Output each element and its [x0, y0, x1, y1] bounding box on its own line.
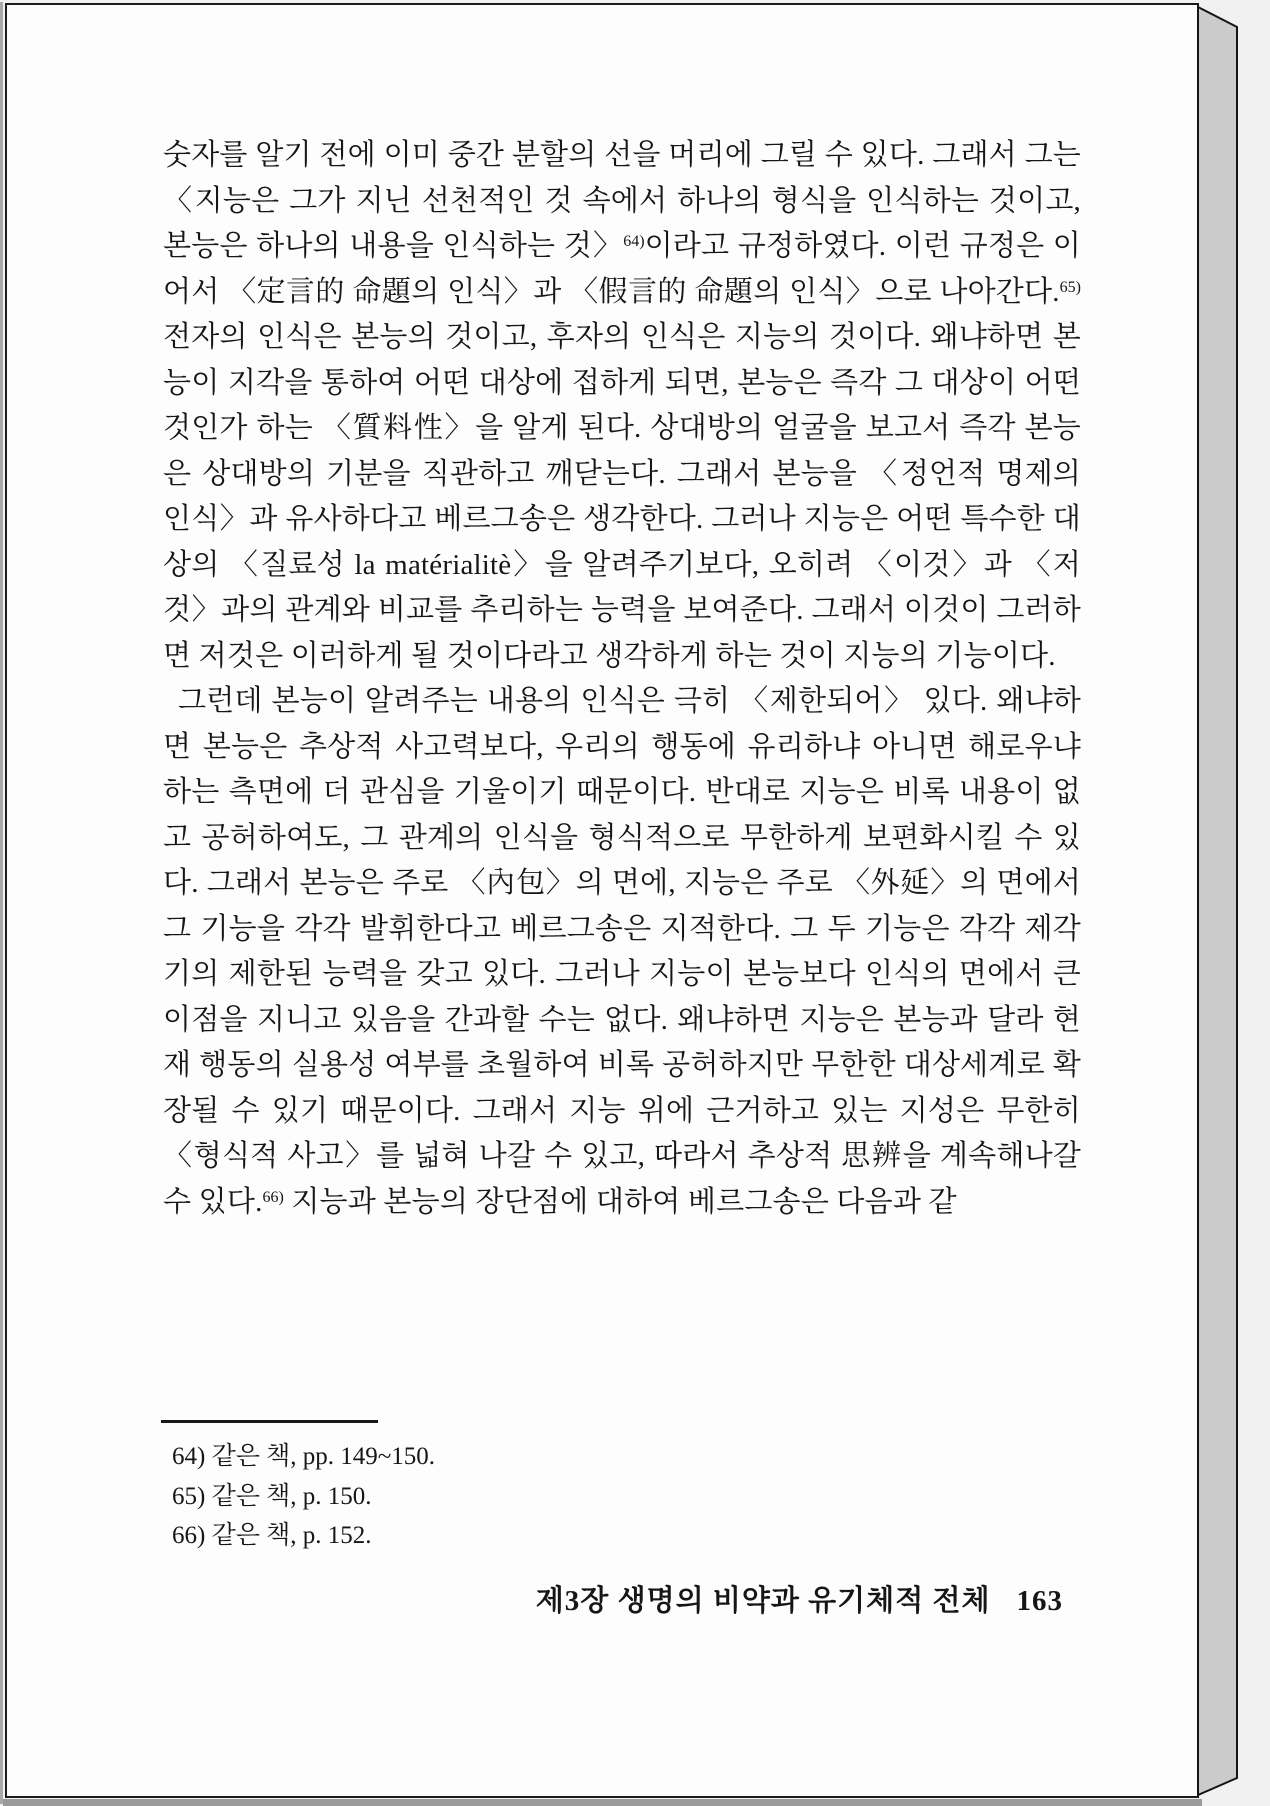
footnote-ref: 65)	[1059, 278, 1081, 296]
footnote-ref: 64)	[623, 233, 645, 250]
body-text	[163, 133, 1081, 1225]
body-paragraph: 숫자를 알기 전에 이미 중간 분할의 선을 머리에 그릴 수 있다. 그래서 그는 〈지능은 그가 지닌 선천적인 것 속에서 하나의 형식을 인식하는 것이고, 본능은 하나의 내용을 인식하는 것〉$^{64)}$이라고 규정하였다. 이런 규정은 이어서 〈定言的 命題의 인식〉과 〈假言的 命題의 인식〉으로 나아간다.$^{65)}$ 전자의 인식은 본능의 것이고, 후자의 인식은 지능의 것이다. 왜냐하면 본능이 지각을 통하여 어떤 대상에 접하게 되면, 본능은 즉각 그 대상이 어떤 것인가 하는 〈質料性〉을 알게 된다. 상대방의 얼굴을 보고서 즉각 본능은 상대방의 기분을 직관하고 깨닫는다. 그래서 본능을 〈정언적 명제의 인식〉과 유사하다고 베르그송은 생각한다. 그러나 지능은 어떤 특수한 대상의 〈질료성 la matérialitè〉을 알려주기보다, 오히려 〈이것〉과 〈저것〉과의 관계와 비교를 추리하는 능력을 보여준다. 그래서 이것이 그러하면 저것은 이러하게 될 것이다라고 생각하게 하는 것이 지능의 기능이다.	[163, 139, 1081, 672]
footnote-separator	[161, 1420, 378, 1423]
page-number: 163	[1016, 1585, 1063, 1617]
footnote-item: 64) 같은 책, pp. 149~150.	[172, 1443, 436, 1470]
footnote-item: 66) 같은 책, p. 152.	[172, 1522, 372, 1549]
footnote-item: 65) 같은 책, p. 150.	[172, 1482, 372, 1510]
page-footer	[163, 1578, 1063, 1619]
page-shadow	[3, 1799, 1202, 1806]
page-edge-polygon	[1198, 7, 1237, 1795]
scan-edge-line	[0, 2, 3, 1804]
footnotes	[172, 1437, 435, 1556]
chapter-title: 제3장 생명의 비약과 유기체적 전체	[535, 1585, 991, 1617]
footnote-ref: 66)	[262, 1188, 284, 1206]
body-paragraph: 그런데 본능이 알려주는 내용의 인식은 극히 〈제한되어〉 있다. 왜냐하면 본능은 추상적 사고력보다, 우리의 행동에 유리하냐 아니면 해로우냐 하는 측면에 더 관심을 기울이기 때문이다. 반대로 지능은 비록 내용이 없고 공허하여도, 그 관계의 인식을 형식적으로 무한하게 보편화시킬 수 있다. 그래서 본능은 주로 〈內包〉의 면에, 지능은 주로 〈外延〉의 면에서 그 기능을 각각 발휘한다고 베르그송은 지적한다. 그 두 기능은 각각 제각기의 제한된 능력을 갖고 있다. 그러나 지능이 본능보다 인식의 면에서 큰 이점을 지니고 있음을 간과할 수는 없다. 왜냐하면 지능은 본능과 달라 현재 행동의 실용성 여부를 초월하여 비록 공허하지만 무한한 대상세계로 확장될 수 있기 때문이다. 그래서 지능 위에 근거하고 있는 지성은 무한히 〈형식적 사고〉를 넓혀 나갈 수 있고, 따라서 추상적 思辨을 계속해나갈 수 있다.$^{66)}$ 지능과 본능의 장단점에 대하여 베르그송은 다음과 같	[163, 685, 1081, 1218]
